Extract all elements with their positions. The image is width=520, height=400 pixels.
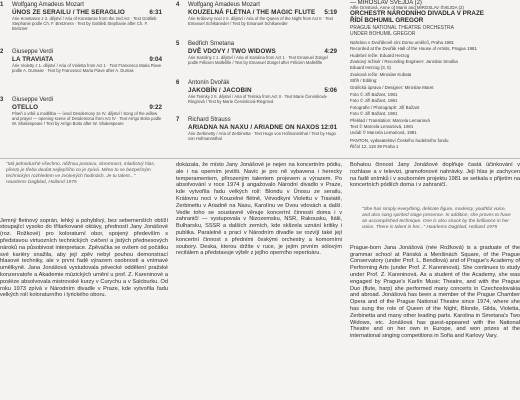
- credit-line: Recorded at the Dvořák Hall of the House of Artists, Prague 1981: [350, 46, 477, 51]
- credit-line: Eduard Herzog (3, 5): [350, 65, 391, 70]
- credit-line: Foto © Jiří Bažant, 1981: [350, 92, 398, 97]
- track-composer: Wolfgang Amadeus Mozart: [12, 2, 84, 8]
- track-title: ARIADNA NA NAXU / ARIADNE ON NAXOS: [188, 124, 320, 131]
- tracklist-column-2: [176, 0, 340, 155]
- credit-line: Text © Marcela Lemariová, 1981: [350, 124, 414, 129]
- track-details: Árie Violetty z 1. dějství / Aria of Violetta from Act 1 · Text Francesco Maria Piave podle A. Dumase · Text by Francesco Maria Piave after A. Dumas: [12, 63, 162, 73]
- track-number: 6: [176, 80, 180, 86]
- track-item: [176, 2, 340, 38]
- track-details: Árie Terinky z II. dějství / Aria of Terinka from Act II · Text Marie Červinková-Riegrová / Text by Marie Červinková-Riegrová: [188, 94, 328, 104]
- track-composer: Giuseppe Verdi: [12, 97, 54, 103]
- track-number: 4: [176, 2, 180, 8]
- credit-line: Foto © Jiří Bažant, 1981: [350, 111, 398, 116]
- track-composer: Antonín Dvořák: [188, 80, 230, 86]
- track-composer: Richard Strauss: [188, 117, 231, 123]
- liner-notes-text: Jemný fletnový soprán, lehký a pohyblivý, bez sebemenších obtíží stoupající vysoko do třítarkované oktávy, předností Jany Jonášové (roz. Rožkové) pro koloraturní obor, spojený především s představou virtuozních technických cvičení a jistých přednesových nároků na působivost interpretace. Zpěvačka se ovšem od počátku své kariéry snažila, aby její zpěv nebyl pouhou demonstrací hlasové techniky, ale v první řadě výrazem osobnosti a vnímavé umělkyně. Jana Jonášová vystudovala pěvecké oddělení pražské konzervatoře a Akademie múzických umění u prof. Z. Kareninové a posléze absolvovala mistrovské kurzy v Curychu a v Salcburku. Od roku 1973 zpívá v Národním divadle v Praze, kde vytvořila řadu velkých rolí koloraturního i lyrického oboru.: [0, 217, 168, 299]
- credits-orchestra: ORCHESTR NÁRODNÍHO DIVADLA V PRAZE: [350, 10, 484, 17]
- track-duration: 6:31: [149, 9, 162, 16]
- track-duration: 9:04: [149, 56, 162, 63]
- credits-conductor: ŘÍDÍ BOHUMIL GREGOR: [350, 17, 424, 24]
- liner-notes-text: Bohatou činnost Jany Jonášové doplňuje častá účinkování v rozhlase a v televizi, gramofonové nahrávky. Její hlas je zachycen na řadě snímků i v souborném projektu 1981 se setkala s přijetím na koncertních pódiích doma i v zahraničí.: [350, 162, 520, 189]
- track-item: [176, 117, 340, 153]
- liner-notes-text: dokázala, že místo Jany Jonášové je nejen na koncertním pódiu, ale i na operním jevišti. Navíc je pro ně vybavena i herecky temperamentem, přirozeným talentem projevem a výrazem. Po absolvování v roce 1974 ji angažovalo Národní divadlo v Praze, kde vytvořila řadu velkých rolí: Blondu v Únosu ze serailu, Královnu noci v Kouzelné flétně, Vévodkyni Violettu v Traviatě, Zerbinettu v Ariadně na Naxu, Karolínu ve Dvou vdovách a další. Vedle toho se soustavně věnuje koncertní činnosti doma i v zahraničí — vystupovala v Nizozemsku, NSR, Rakousku, Itálii, Bulharsku, SSSR a dalších zemích, kde sklízela uznání kritiky i publika. Paralelně s prací v Národním divadle se rozvíjí také její koncertní činnost s předními českými orchestry a komorními soubory. Deska, kterou držíte v ruce, je jejím prvním sólovým recitálem a představuje výběr z jejího operního repertoáru.: [176, 162, 342, 257]
- track-number: 2: [0, 49, 4, 55]
- track-number: 7: [176, 117, 180, 123]
- track-title: LA TRAVIATA: [12, 56, 54, 63]
- credit-line: Střih / Editing:: [350, 78, 378, 83]
- credits-conductor-en: UNDER BOHUMIL GREGOR: [350, 31, 416, 37]
- credits-artist: — MIROSLAV ŠVEJDA (2): [350, 0, 422, 6]
- track-item: [176, 80, 340, 114]
- credits-column: [350, 0, 520, 155]
- track-details: Árie Karoliny z 1. dějství / Aria of Karolina from Act 1 · Text Emanuel Züngel podle Félicien Mallefille / Text by Emanuel Züngel after Félicien Mallefille: [188, 55, 328, 65]
- track-details: Árie Královny noci z II. dějství / Aria of the Queen of the Night from Act II · Text Emanuel Schikaneder / Text by Emanuel Schikaneder: [188, 16, 333, 26]
- track-duration: 5:06: [324, 87, 337, 94]
- press-quote: "She has simply everything, delicate figure, modesty, youthful voice, and also sang spirited stage presence. In addition, she proves to have an accomplished technique. One is also struck by the brilliance in her voice. There is talent in her..." Haarlems Dagblad, Holland 1975: [362, 207, 511, 230]
- credits-artist-line: Alfie Ornstová, Anne of Marin and MIROSLAV ŠVEJDA (2): [350, 5, 464, 10]
- credit-line: Zvuková režie: Miroslav Kubata: [350, 72, 412, 77]
- track-details: Píseň o vrbě a modlitba — úvod Desdemony ze IV. dějství / Song of the willow and prayer — opening scene of Desdemona from Act IV · Text Arrigo Boito podle W. Shakespeare / Text by Arrigo Boito after W. Shakespeare: [12, 111, 162, 126]
- track-duration: 9:22: [149, 104, 162, 111]
- liner-notes-column-1: [0, 162, 168, 400]
- tracklist: [0, 0, 520, 155]
- track-duration: 12:01: [320, 124, 337, 131]
- credit-line: Nahráno v Dvořákově síni Domu umělců, Praha 1981: [350, 40, 454, 45]
- liner-notes-text: Prague-born Jana Jonášová (née Rožková) is a graduate of the grammar school at Pánská a Menšinách Square, of the Prague Conservatory (under Prof. L. Bendlová) and of Prague's Academy of Performing Arts (under Prof. Z. Kareninová). She continues to study under Prof. Z. Kareninová. As a student of the Academy, she was engaged by Prague's Karlín Music Theatre, and with the Prague Duo (flute, harp) she performed many concerts in Czechoslovakia and abroad. Jonášová has been a member of the Prague Chamber Opera and of the Prague National Theatre since 1974, where she has sung the role of Queen of the Night, Blonde, Gilda, Violetta, Zerbinetta and many other leading parts. Karolina in Smetana's Two Widows, etc. Jonášová has guest-appeared with the National Theatre and on her own in Europe, and won prizes at the international singing competitions in Sofia and Karlovy Vary.: [350, 244, 520, 340]
- credit-line: Grafická úprava / Designer: Miroslav Maret: [350, 85, 434, 90]
- track-number: 3: [0, 97, 4, 103]
- track-details: Árie Zerbinetty / Aria of Zerbinetta · Text Hugo von Hofmannsthal / Text by Hugo von Hofmannsthal: [188, 131, 336, 141]
- track-item: [176, 41, 340, 77]
- track-composer: Wolfgang Amadeus Mozart: [188, 2, 260, 8]
- credit-line: Zvukový režisér / Recording Engineer: Jaroslav Smolka: [350, 59, 458, 64]
- track-title: ÚNOS ZE SERAILU / THE SERAGLIO: [12, 9, 125, 16]
- track-item: [0, 97, 165, 153]
- track-title: JAKOBÍN / JACOBIN: [188, 87, 252, 94]
- track-duration: 5:19: [324, 9, 337, 16]
- track-title: DVĚ VDOVY / TWO WIDOWS: [188, 48, 276, 55]
- tracklist-column-1: [0, 0, 165, 155]
- track-item: [0, 49, 165, 95]
- track-title: OTELLO: [12, 104, 39, 111]
- credit-line: Hudební režie: Eduard Herzog: [350, 53, 410, 58]
- track-composer: Giuseppe Verdi: [12, 49, 54, 55]
- track-number: 5: [176, 41, 180, 47]
- track-composer: Bedřich Smetana: [188, 41, 235, 47]
- credit-line: PANTON, vydavatelství Českého hudebního fondu: [350, 138, 449, 143]
- credit-line: Fotografie / Photograph: Jiří Bažant: [350, 105, 420, 110]
- credit-line: Uvádí © Marcela Lemariová, 1981: [350, 130, 417, 135]
- track-item: [0, 2, 165, 48]
- section-divider: [0, 158, 520, 159]
- track-title: KOUZELNÁ FLÉTNA / THE MAGIC FLUTE: [188, 9, 316, 16]
- credit-line: Říční 12, 118 39 Praha 1: [350, 144, 399, 149]
- liner-notes-column-3: [350, 162, 520, 400]
- credit-line: Překlad / Translation: Marcela Lemariová: [350, 118, 430, 123]
- liner-notes-column-2: [176, 162, 342, 400]
- credits-orchestra-en: PRAGUE NATIONAL THEATRE ORCHESTRA: [350, 25, 454, 31]
- track-duration: 4:29: [324, 48, 337, 55]
- track-number: 1: [0, 2, 4, 8]
- track-details: Árie Konstance z 2. dějství / Aria of Konstanze from the 2nd Act · Text Gottlieb Stephanie podle Ch. F. Bretznera · Text by Gottlieb Stephanie after Ch. F. Bretzner: [12, 16, 157, 31]
- press-quote: "Má jednoduché všechno, něžnou postavu, skromnost, mladistvý hlas, přesto je třeba doufat nejlepšího co je zpívá. Mimo to se bezpečným technickým rozhledem ve zvolených hodinách. Je tu talent..." Haarlems Dagblad, Holland 1975: [6, 162, 156, 185]
- credit-line: Foto © Jiří Bažant, 1981: [350, 98, 398, 103]
